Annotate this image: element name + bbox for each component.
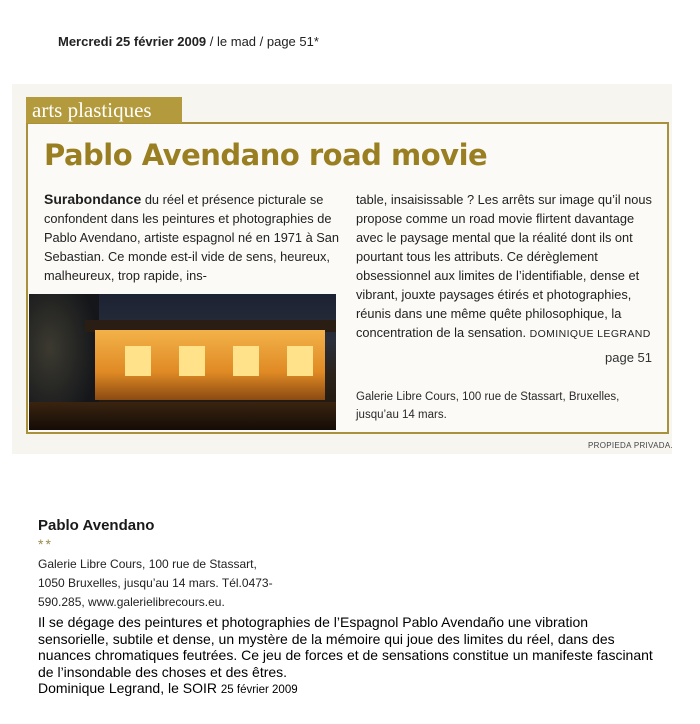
photo-ground <box>29 402 336 430</box>
article-column-left <box>44 190 340 285</box>
newspaper-header <box>58 34 319 49</box>
photo-window <box>179 346 205 376</box>
rating-stars: ** <box>38 536 53 552</box>
review-text: Il se dégage des peintures et photographies de l’Espagnol Pablo Avendaño une vibration sensorielle, subtile et dense, un mystère de la mémoire qui joue des limites du réel, dans des nuances chromatiques feutrées. Ce jeu de forces et de sensations constitue un manifeste fascinant de l’insondable des choses et des êtres. <box>38 614 653 680</box>
header-date: Mercredi 25 février 2009 <box>58 34 207 49</box>
page-reference: page 51 <box>605 350 652 365</box>
signature-date: 25 février 2009 <box>220 684 298 696</box>
signature-author: Dominique Legrand, le SOIR <box>38 680 217 696</box>
info-title: Pablo Avendano <box>38 517 155 534</box>
photo-window <box>287 346 313 376</box>
lead-word: Surabondance <box>44 191 142 207</box>
review-signature <box>38 680 298 696</box>
photo-credit: PROPIEDA PRIVADA. <box>588 441 673 450</box>
photo-window <box>233 346 259 376</box>
gallery-info: Galerie Libre Cours, 100 rue de Stassart, Bruxelles, jusqu’au 14 mars. <box>356 391 620 421</box>
article-text-left: du réel et présence picturale se confondent dans les peintures et photographies de Pablo Avendano, artiste espagnol né en 1971 à San Sebastian. Ce monde est-il vide de sens, heureux, malheureux, trop rapide, ins- <box>44 192 340 283</box>
info-address: Galerie Libre Cours, 100 rue de Stassart, 1050 Bruxelles, jusqu’au 14 mars. Tél.0473-590.285, www.galerielibrecours.eu. <box>38 557 273 609</box>
article-text-right: table, insaisissable ? Les arrêts sur image qu’il nous propose comme un road movie flirtent davantage avec le paysage mental que la réalité dont ils ont pourtant tous les attributs. Ce dérèglement obsessionnel aux limites de l’identifiable, dense et vibrant, jouxte paysages étirés et photographies, réunis dans une même quête philosophique, la concentration de la sensation. <box>356 192 652 340</box>
header-section: / le mad / page 51* <box>209 34 319 49</box>
section-tag: arts plastiques <box>26 97 182 123</box>
article-byline: DOMINIQUE LEGRAND <box>529 328 651 340</box>
photo-window <box>125 346 151 376</box>
artwork-photo <box>29 294 336 430</box>
article-column-right <box>356 190 662 344</box>
article-headline: Pablo Avendano road movie <box>44 138 488 172</box>
